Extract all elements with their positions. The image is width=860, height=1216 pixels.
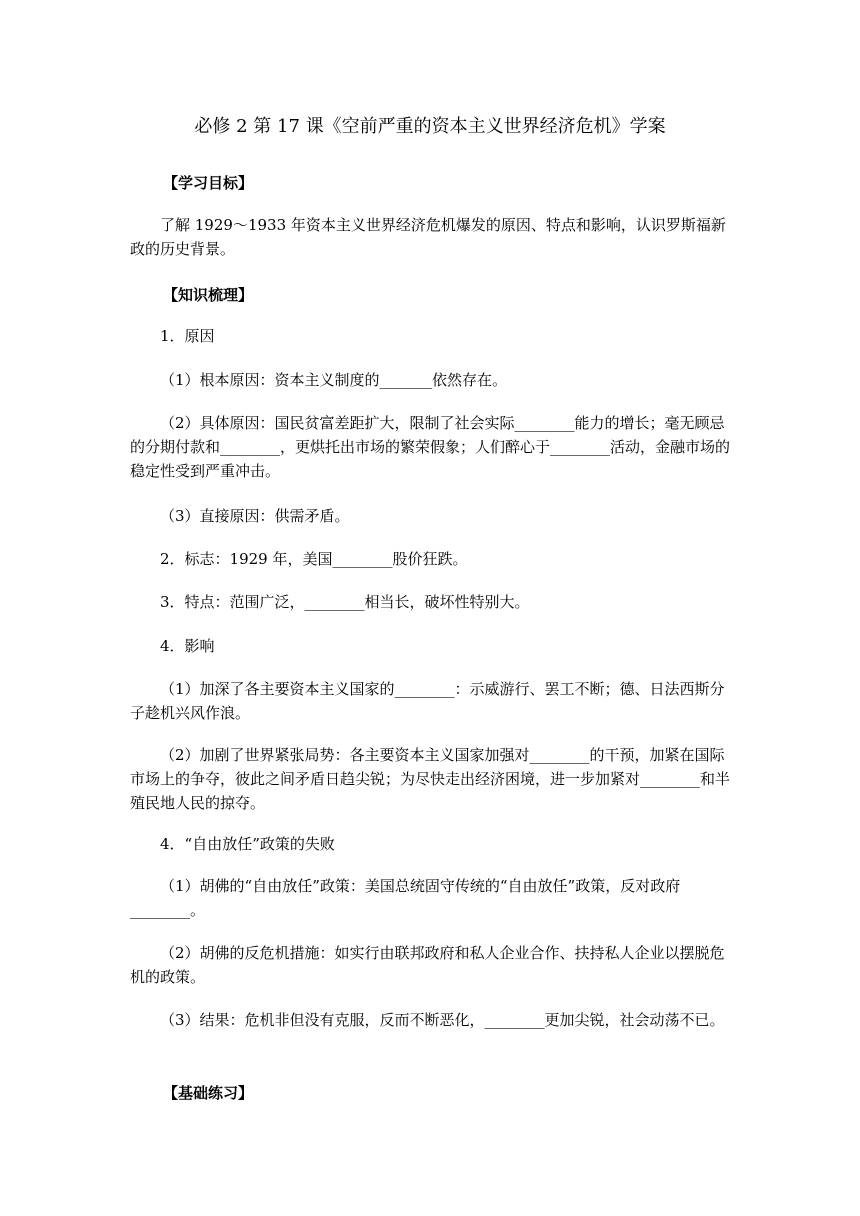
impact-item-1: （1）加深了各主要资本主义国家的________：示威游行、罢工不断；德、日法西斯分子趁机兴风作浪。 <box>130 680 725 722</box>
impact-heading: 4．影响 <box>160 637 215 655</box>
laissez-faire-heading: 4．“自由放任”政策的失败 <box>160 835 335 853</box>
feature-item: 3．特点：范围广泛，________相当长，破坏性特别大。 <box>160 593 530 611</box>
impact-item-2: （2）加剧了世界紧张局势：各主要资本主义国家加强对________的干预，加紧在国际市场上的争夺，彼此之间矛盾日趋尖锐；为尽快走出经济困境，进一步加紧对________和半殖民地人民的掠夺。 <box>130 746 731 812</box>
objectives-heading: 【学习目标】 <box>163 174 254 192</box>
laissez-faire-item-1: （1）胡佛的“自由放任”政策：美国总统固守传统的“自由放任”政策，反对政府________。 <box>130 877 681 919</box>
mark-item: 2．标志：1929 年，美国________股价狂跌。 <box>160 550 468 568</box>
laissez-faire-item-2: （2）胡佛的反危机措施：如实行由联邦政府和私人企业合作、扶持私人企业以摆脱危机的政策。 <box>130 944 725 986</box>
objectives-paragraph: 了解 1929～1933 年资本主义世界经济危机爆发的原因、特点和影响，认识罗斯福新政的历史背景。 <box>130 216 726 258</box>
cause-item-1: （1）根本原因：资本主义制度的_______依然存在。 <box>160 371 508 389</box>
knowledge-heading: 【知识梳理】 <box>163 286 254 304</box>
document-title: 必修 2 第 17 课《空前严重的资本主义世界经济危机》学案 <box>194 116 666 137</box>
laissez-faire-item-3: （3）结果：危机非但没有克服，反而不断恶化，________更加尖锐，社会动荡不已。 <box>160 1011 725 1029</box>
cause-item-2: （2）具体原因：国民贫富差距扩大，限制了社会实际________能力的增长；毫无顾忌的分期付款和________，更烘托出市场的繁荣假象；人们醉心于________活动，金融市场的稳定性受到严重冲击。 <box>130 414 731 480</box>
practice-heading: 【基础练习】 <box>163 1084 254 1102</box>
cause-heading: 1．原因 <box>160 327 215 345</box>
cause-item-3: （3）直接原因：供需矛盾。 <box>160 507 350 525</box>
